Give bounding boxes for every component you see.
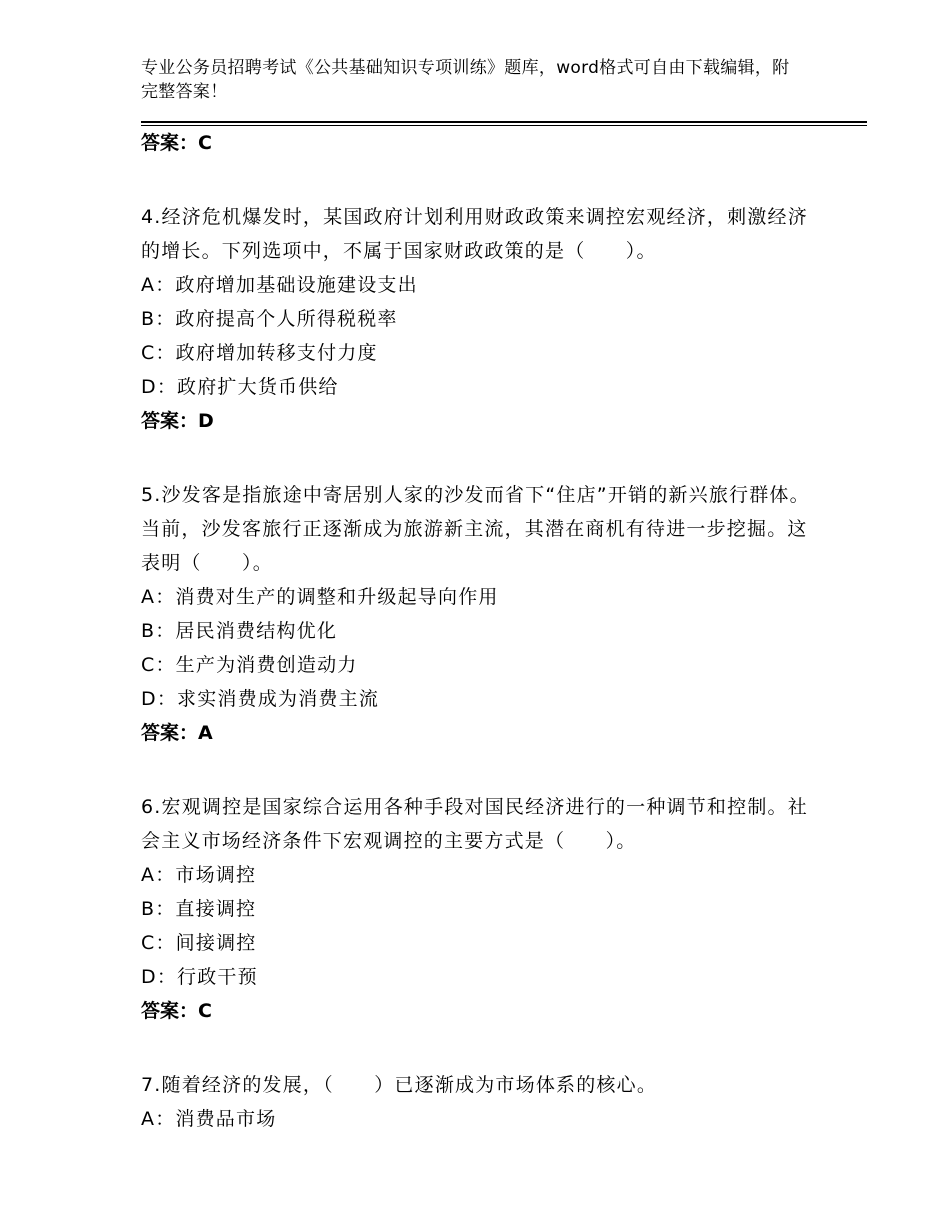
option-b: B：直接调控 <box>141 898 257 920</box>
question-4 <box>141 200 821 438</box>
option-c: C：间接调控 <box>141 932 257 954</box>
option-d: D：行政干预 <box>141 966 258 988</box>
option-b: B：居民消费结构优化 <box>141 620 338 642</box>
question-list <box>141 126 821 1136</box>
question-stem: 6.宏观调控是国家综合运用各种手段对国民经济进行的一种调节和控制。社会主义市场经济条件下宏观调控的主要方式是（ ）。 <box>141 796 808 852</box>
answer-line: 答案：D <box>141 410 214 432</box>
question-7 <box>141 1068 821 1136</box>
question-stem: 5.沙发客是指旅途中寄居别人家的沙发而省下“住店”开销的新兴旅行群体。当前，沙发客旅行正逐渐成为旅游新主流，其潜在商机有待进一步挖掘。这表明（ ）。 <box>141 484 810 574</box>
option-a: A：消费对生产的调整和升级起导向作用 <box>141 586 499 608</box>
answer-line: 答案：C <box>141 132 212 154</box>
answer-line: 答案：C <box>141 1000 212 1022</box>
answer-line: 答案：A <box>141 722 213 744</box>
option-c: C：生产为消费创造动力 <box>141 654 358 676</box>
option-b: B：政府提高个人所得税税率 <box>141 308 398 330</box>
question-5 <box>141 478 821 750</box>
option-d: D：求实消费成为消费主流 <box>141 688 380 710</box>
question-stem: 7.随着经济的发展，（ ）已逐渐成为市场体系的核心。 <box>141 1074 658 1096</box>
option-a: A：消费品市场 <box>141 1108 277 1130</box>
header-rule-thick <box>141 121 867 123</box>
option-a: A：政府增加基础设施建设支出 <box>141 274 418 296</box>
option-d: D：政府扩大货币供给 <box>141 376 339 398</box>
option-a: A：市场调控 <box>141 864 257 886</box>
page-header: 专业公务员招聘考试《公共基础知识专项训练》题库，word格式可自由下载编辑，附完整答案！ <box>141 58 790 102</box>
question-6 <box>141 790 821 1028</box>
option-c: C：政府增加转移支付力度 <box>141 342 378 364</box>
question-stem: 4.经济危机爆发时，某国政府计划利用财政政策来调控宏观经济，刺激经济的增长。下列选项中，不属于国家财政政策的是（ ）。 <box>141 206 808 262</box>
